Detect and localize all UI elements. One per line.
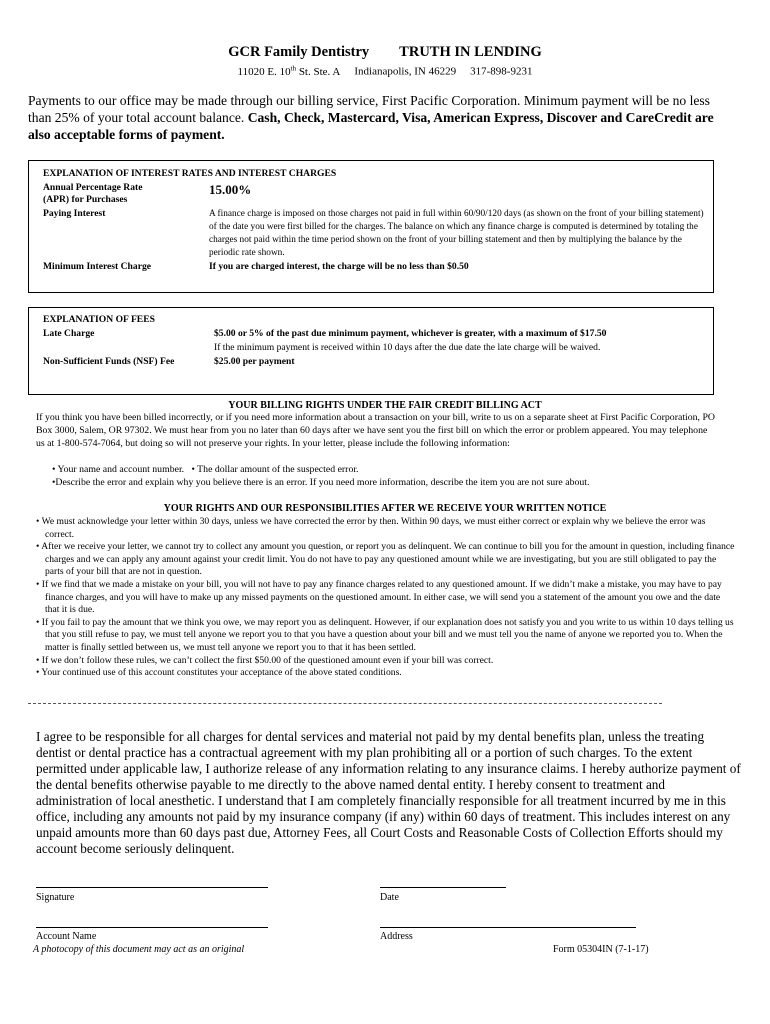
minimum-interest-text: If you are charged interest, the charge will be no less than $0.50 [209,261,469,272]
signature-line[interactable] [36,887,268,888]
document-title: TRUTH IN LENDING [399,44,542,60]
list-item: • After we receive your letter, we cannot try to collect any amount you question, or report you as delinquent. We can continue to bill you for the amount in question, including finance charges and we can apply any amount against your credit limit. You do not have to pay any questioned amount while we are investigating, but you are still obligated to pay the parts of your bill that are not in question. [36,541,735,578]
address-label: Address [380,931,413,942]
fees-heading: EXPLANATION OF FEES [43,314,155,325]
account-name-label: Account Name [36,931,97,942]
billing-rights-items-row [52,464,359,477]
form-number: Form 05304IN (7-1-17) [553,944,649,955]
list-item: • If we don’t follow these rules, we can’t collect the first $50.00 of the questioned amount even if your bill was correct. [36,654,494,666]
billing-item-name: • Your name and account number. [52,464,185,475]
responsibilities-list [36,516,736,680]
document-header [0,44,770,61]
list-item: • We must acknowledge your letter within 30 days, unless we have corrected the error by then. Within 90 days, we must either correct or explain why we believe the error was correct. [36,516,706,540]
nsf-fee-value: $25.00 per payment [214,356,295,367]
billing-item-amount: • The dollar amount of the suspected error. [191,464,359,475]
cut-line-divider [28,703,662,704]
minimum-interest-label: Minimum Interest Charge [43,261,152,272]
date-label: Date [380,892,399,903]
paying-interest-text: A finance charge is imposed on those charges not paid in full within 60/90/120 days (as shown on the front of your billing statement) of the date you were first billed for the charges. The balance on which any finance charge is computed is determined by totaling the charges not paid within the time period shown on the front of your billing statement and then by multiplying the balance by the periodic rate shown. [209,209,704,258]
paying-interest-label: Paying Interest [43,208,106,219]
billing-rights-title: YOUR BILLING RIGHTS UNDER THE FAIR CREDIT BILLING ACT [228,400,542,411]
list-item: • If you fail to pay the amount that we think you owe, we may report you as delinquent. However, if our explanation does not satisfy you and you write to us within 10 days telling us that you still refuse to pay, we must tell anyone we report you to that you have a question about your bill and we must tell you the name of anyone we reported you to. When the matter is finally settled between us, we must tell anyone we report you to that it has been settled. [36,616,734,653]
street-address: 11020 E. 10th St. Ste. A [237,64,341,78]
late-charge-label: Late Charge [43,328,95,339]
practice-name: GCR Family Dentistry [228,44,370,60]
nsf-fee-label: Non-Sufficient Funds (NSF) Fee [43,356,175,367]
phone-number: 317-898-9231 [470,65,533,78]
apr-label: Annual Percentage Rate (APR) for Purchases [43,182,143,205]
late-charge-note: If the minimum payment is received within 10 days after the due date the late charge will be waived. [214,342,601,353]
apr-value: 15.00% [209,182,252,197]
signature-label: Signature [36,892,75,903]
list-item: • If we find that we made a mistake on your bill, you will not have to pay any finance charges related to any questioned amount. If we didn’t make a mistake, you may have to pay finance charges, and you will have to make up any missed payments on the questioned amount. In either case, we will send you a statement of the amount you owe and the date that it is due. [36,578,722,616]
photocopy-note: A photocopy of this document may act as an original [33,944,245,955]
interest-heading: EXPLANATION OF INTEREST RATES AND INTEREST CHARGES [43,168,337,179]
city-state-zip: Indianapolis, IN 46229 [354,65,457,78]
billing-rights-text: If you think you have been billed incorrectly, or if you need more information about a transaction on your bill, write to us on a separate sheet at First Pacific Corporation, PO Box 3000, Salem, OR 97302. We must hear from you no later than 60 days after we have sent you the first bill on which the error or problem appeared. You may telephone us at 1-800-574-7064, but doing so will not preserve your rights. In your letter, please include the following information: [36,412,715,449]
responsibilities-title: YOUR RIGHTS AND OUR RESPONSIBILITIES AFTER WE RECEIVE YOUR WRITTEN NOTICE [163,503,607,514]
account-name-line[interactable] [36,927,268,928]
billing-item-describe: •Describe the error and explain why you believe there is an error. If you need more information, describe the item you are not sure about. [52,477,590,488]
date-line[interactable] [380,887,506,888]
accepted-payments: Cash, Check, Mastercard, Visa, American Express, Discover and CareCredit are also acceptable forms of payment. [28,110,714,142]
financial-agreement: I agree to be responsible for all charges for dental services and material not paid by my dental benefits plan, unless the treating dentist or dental practice has a contractual agreement with my plan prohibiting all or a portion of such charges. To the extent permitted under applicable law, I authorize release of any information relating to any insurance claims. I hereby authorize payment of the dental benefits otherwise payable to me directly to the above named dental entity. I hereby consent to treatment and administration of local anesthetic. I understand that I am completely financially responsible for all treatment incurred by me in this office, including any amounts not paid by my insurance company (if any) within 60 days of treatment. This includes interest on any unpaid amounts more than 60 days past due, Attorney Fees, all Court Costs and Reasonable Costs of Collection Efforts should my account become seriously delinquent. [36,729,741,856]
late-charge-value: $5.00 or 5% of the past due minimum payment, whichever is greater, with a maximum of $17.50 [214,328,607,339]
address-line[interactable] [380,927,636,928]
list-item: • Your continued use of this account constitutes your acceptance of the above stated conditions. [36,667,402,679]
practice-address-line [0,64,770,78]
payment-intro: Payments to our office may be made through our billing service, First Pacific Corporation. Minimum payment will be no less than 25% of your total account balance. Cash, Check, Mastercard, Visa, American Express, Discover and CareCredit are also acceptable forms of payment. [28,93,714,142]
